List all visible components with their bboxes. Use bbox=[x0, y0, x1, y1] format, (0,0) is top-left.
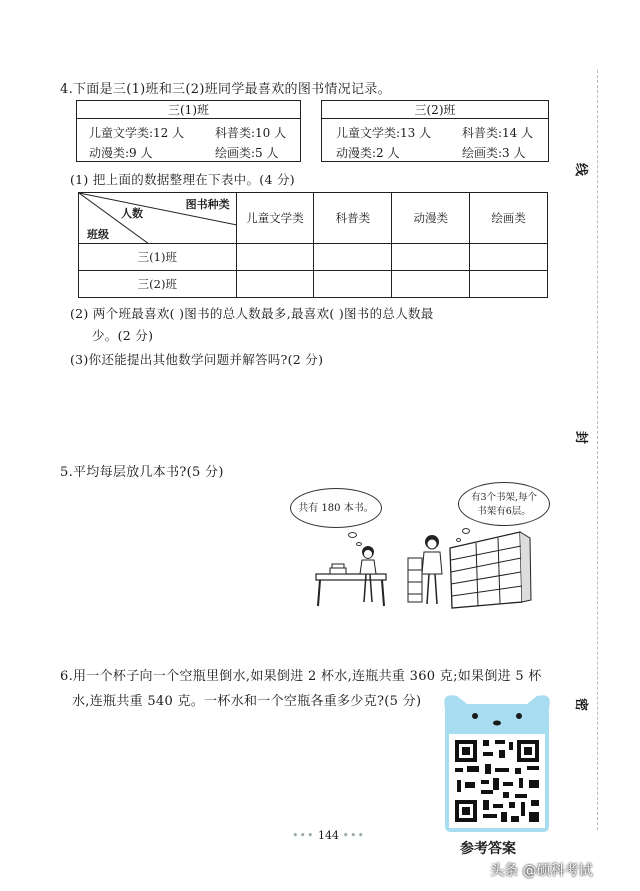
table-row bbox=[79, 271, 548, 298]
column-header: 动漫类 bbox=[392, 193, 470, 244]
table-corner-cell bbox=[79, 193, 237, 244]
column-header: 儿童文学类 bbox=[236, 193, 314, 244]
q5-stem: 5.平均每层放几本书?(5 分) bbox=[60, 465, 224, 480]
answer-qr-card[interactable] bbox=[437, 690, 557, 832]
side-mark-secret: 密 bbox=[573, 697, 589, 712]
answer-cell[interactable] bbox=[470, 244, 548, 271]
speech-bubble-shelves-line: 书架有6层。 bbox=[477, 506, 531, 517]
class1-record-box bbox=[76, 100, 301, 162]
answer-cell[interactable] bbox=[236, 244, 314, 271]
q4-sub2-line2: 少。(2 分) bbox=[92, 328, 154, 343]
answer-cell[interactable] bbox=[314, 271, 392, 298]
q4-sub3: (3)你还能提出其他数学问题并解答吗?(2 分) bbox=[70, 352, 324, 367]
answer-key-label: 参考答案 bbox=[460, 841, 516, 857]
page-number-ornament: ••• bbox=[342, 829, 365, 842]
corner-label-book-type: 图书种类 bbox=[185, 198, 230, 211]
column-header: 科普类 bbox=[314, 193, 392, 244]
side-mark-seal: 封 bbox=[573, 430, 589, 445]
class2-record-title: 三(2)班 bbox=[322, 101, 548, 119]
row-header: 三(2)班 bbox=[79, 271, 237, 298]
page-number-ornament: ••• bbox=[292, 829, 315, 842]
class1-record-item: 儿童文学类:12 人 bbox=[89, 126, 185, 140]
answer-cell[interactable] bbox=[392, 244, 470, 271]
data-table bbox=[78, 192, 548, 298]
class1-record-item: 科普类:10 人 bbox=[215, 126, 287, 140]
class2-record-item: 科普类:14 人 bbox=[462, 126, 534, 140]
q6-line1: 6.用一个杯子向一个空瓶里倒水,如果倒进 2 杯水,连瓶共重 360 克;如果倒进 5 杯 bbox=[60, 669, 542, 684]
table-row bbox=[79, 244, 548, 271]
class2-record-box bbox=[321, 100, 549, 162]
corner-label-count: 人数 bbox=[121, 207, 143, 220]
speech-bubble-books: 共有 180 本书。 bbox=[290, 488, 382, 528]
q4-sub2-line1: (2) 两个班最喜欢( )图书的总人数最多,最喜欢( )图书的总人数最 bbox=[70, 306, 434, 321]
q5-illustration bbox=[290, 482, 550, 612]
class1-record-title: 三(1)班 bbox=[77, 101, 300, 119]
class1-record-item: 动漫类:9 人 bbox=[89, 146, 153, 160]
corner-label-class: 班级 bbox=[87, 228, 109, 241]
watermark: 头条 @硕科考试 bbox=[490, 863, 593, 879]
qr-mascot-graphic bbox=[437, 690, 557, 832]
side-mark-line: 线 bbox=[573, 162, 589, 177]
speech-bubble-shelves-line: 有3个书架,每个 bbox=[470, 492, 538, 503]
q4-sub1: (1) 把上面的数据整理在下表中。(4 分) bbox=[70, 172, 295, 187]
answer-cell[interactable] bbox=[314, 244, 392, 271]
binding-dash-line bbox=[597, 70, 598, 830]
class1-record-item: 绘画类:5 人 bbox=[215, 146, 279, 160]
row-header: 三(1)班 bbox=[79, 244, 237, 271]
class2-record-item: 儿童文学类:13 人 bbox=[336, 126, 432, 140]
answer-cell[interactable] bbox=[236, 271, 314, 298]
answer-cell[interactable] bbox=[392, 271, 470, 298]
q6-line2: 水,连瓶共重 540 克。一杯水和一个空瓶各重多少克?(5 分) bbox=[72, 694, 422, 709]
page-number bbox=[292, 829, 365, 842]
answer-cell[interactable] bbox=[470, 271, 548, 298]
q4-stem: 4.下面是三(1)班和三(2)班同学最喜欢的图书情况记录。 bbox=[60, 82, 391, 97]
class2-record-item: 动漫类:2 人 bbox=[336, 146, 400, 160]
page-number-value: 144 bbox=[317, 829, 339, 842]
class2-record-item: 绘画类:3 人 bbox=[462, 146, 526, 160]
column-header: 绘画类 bbox=[470, 193, 548, 244]
reading-and-shelves-drawing bbox=[290, 482, 550, 612]
